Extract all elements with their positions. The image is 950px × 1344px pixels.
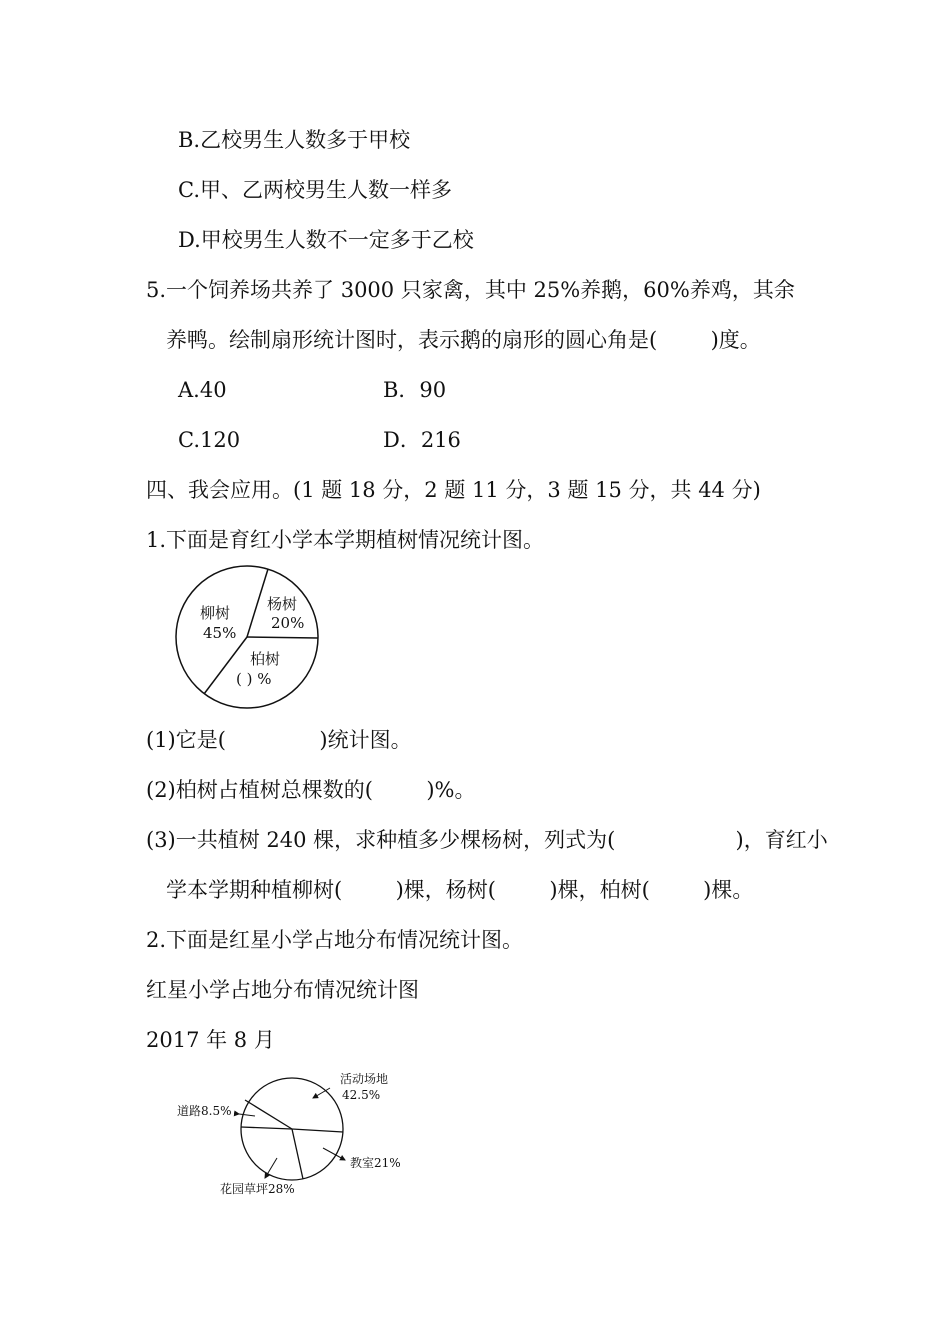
section-4-heading: 四、我会应用。(1 题 18 分，2 题 11 分，3 题 15 分，共 44 分) — [146, 478, 761, 502]
question-1-sub-2: (2)柏树占植树总棵数的( )%。 — [146, 778, 476, 802]
pie-1-label-cypress: 柏树 — [250, 650, 281, 668]
pie-2-label-classroom: 教室21% — [350, 1156, 401, 1170]
question-1-sub-3-line-1: (3)一共植树 240 棵，求种植多少棵杨树，列式为( )，育红小 — [146, 828, 828, 852]
campus-area-pie-chart — [165, 1068, 415, 1204]
pie-1-value-cypress: ( ) % — [236, 670, 272, 688]
pie-2-divider-lower — [292, 1129, 303, 1179]
pie-2-label-activity: 活动场地 — [340, 1072, 389, 1086]
option-b: B.乙校男生人数多于甲校 — [178, 128, 411, 152]
q5-option-c: C.120 — [178, 428, 241, 452]
q5-option-d: D．216 — [383, 428, 461, 452]
pie-2-divider-upper-left — [245, 1100, 292, 1129]
question-2-intro: 2.下面是红星小学占地分布情况统计图。 — [146, 928, 524, 952]
pie-2-divider-left — [241, 1127, 292, 1129]
pie-2-label-garden: 花园草坪28% — [220, 1182, 295, 1196]
option-c: C.甲、乙两校男生人数一样多 — [178, 178, 452, 202]
question-1-sub-1: (1)它是( )统计图。 — [146, 728, 412, 752]
pie-1-label-poplar: 杨树 — [267, 595, 298, 613]
q5-option-a: A.40 — [178, 378, 227, 402]
pie-1-divider-right — [247, 637, 318, 638]
question-1-intro: 1.下面是育红小学本学期植树情况统计图。 — [146, 528, 545, 552]
pie-2-divider-right — [292, 1129, 343, 1132]
chart-2-title: 红星小学占地分布情况统计图 — [146, 978, 419, 1002]
chart-2-date: 2017 年 8 月 — [146, 1028, 275, 1052]
question-5-line-1: 5.一个饲养场共养了 3000 只家禽，其中 25%养鹅，60%养鸡，其余 — [146, 278, 795, 302]
question-1-sub-3-line-2: 学本学期种植柳树( )棵，杨树( )棵，柏树( )棵。 — [166, 878, 754, 902]
q5-option-b: B．90 — [383, 378, 447, 402]
option-d: D.甲校男生人数不一定多于乙校 — [178, 228, 474, 252]
pie-1-value-willow: 45% — [203, 624, 237, 642]
pie-2-arrow-road — [239, 1114, 255, 1116]
question-5-line-2: 养鸭。绘制扇形统计图时，表示鹅的扇形的圆心角是( )度。 — [166, 328, 761, 352]
tree-planting-pie-chart — [170, 562, 330, 712]
pie-2-label-road: 道路8.5% — [177, 1104, 232, 1118]
pie-1-divider-top — [247, 569, 268, 637]
pie-2-value-activity: 42.5% — [342, 1088, 381, 1102]
pie-1-label-willow: 柳树 — [200, 604, 231, 622]
pie-1-value-poplar: 20% — [271, 614, 305, 632]
